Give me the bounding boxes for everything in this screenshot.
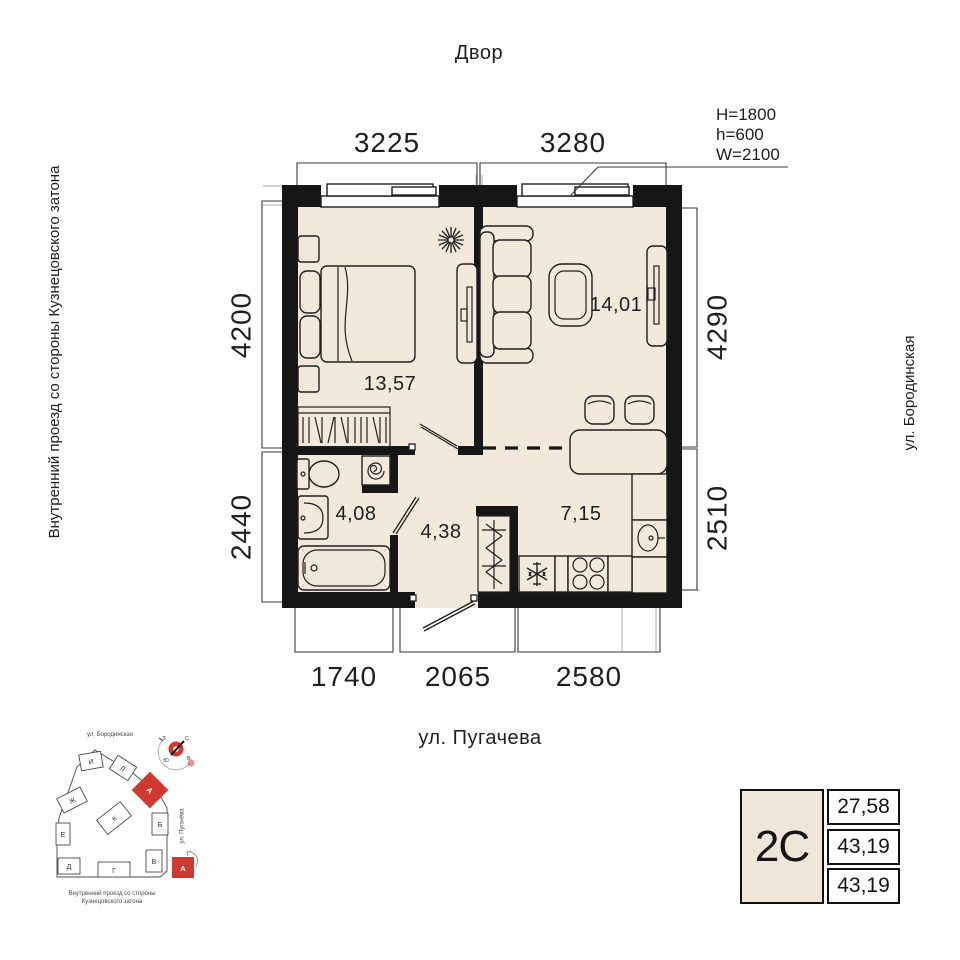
dim-right-2: 2510 xyxy=(701,484,733,552)
svg-text:А: А xyxy=(180,864,186,873)
svg-text:Ж: Ж xyxy=(68,796,78,806)
site-minimap xyxy=(56,732,198,905)
label-street-left: Внутренний проезд со стороны Кузнецовского затона xyxy=(45,165,63,539)
minimap-building-e xyxy=(56,823,70,845)
dining-table xyxy=(570,430,667,474)
legend-area-full: 43,19 xyxy=(827,868,900,904)
coffee-table xyxy=(549,264,592,326)
svg-text:А: А xyxy=(144,785,155,796)
label-yard: Двор xyxy=(454,42,504,64)
minimap-street-right: ул. Пугачёва xyxy=(179,808,186,844)
apartment-type-badge: 2С xyxy=(740,789,824,904)
svg-text:В: В xyxy=(151,859,157,866)
svg-text:Г: Г xyxy=(112,868,116,875)
label-street-right: ул. Бородинская xyxy=(900,335,918,451)
dim-left-2: 2440 xyxy=(225,493,257,561)
tv-unit-living xyxy=(647,246,667,346)
svg-text:Б: Б xyxy=(157,822,163,829)
compass-s: Ю xyxy=(163,758,169,764)
window-bedroom xyxy=(321,184,439,207)
dim-left-1: 4200 xyxy=(225,291,257,359)
area-hall: 4,38 xyxy=(420,521,462,543)
dim-bottom-1: 1740 xyxy=(310,661,378,692)
compass-e: В xyxy=(187,756,191,762)
window-living xyxy=(517,184,633,207)
minimap-road-1: Внутренний проезд со стороны xyxy=(68,891,156,897)
washing-machine xyxy=(362,456,390,485)
minimap-building-v xyxy=(146,850,162,872)
area-living: 14,01 xyxy=(589,294,643,316)
svg-text:Л: Л xyxy=(118,765,127,774)
compass-n: С xyxy=(185,736,189,742)
area-kitchen: 7,15 xyxy=(560,503,602,525)
spec-h2: h=600 xyxy=(716,125,764,144)
toilet xyxy=(297,459,339,489)
dim-right-1: 4290 xyxy=(701,293,733,361)
svg-text:И: И xyxy=(88,758,95,767)
bathtub xyxy=(298,546,390,590)
tv-unit-bedroom xyxy=(457,264,477,363)
legend-area-living: 27,58 xyxy=(827,789,900,825)
dim-top-2: 3280 xyxy=(539,127,607,158)
apartment-legend xyxy=(740,789,900,904)
dim-bottom-2: 2065 xyxy=(424,661,492,692)
label-street-bottom: ул. Пугачева xyxy=(418,727,542,749)
minimap-building-g xyxy=(98,862,130,877)
compass-w: З xyxy=(162,736,166,742)
minimap-building-d xyxy=(58,858,80,874)
svg-text:К: К xyxy=(111,815,119,824)
minimap-building-i xyxy=(79,751,103,771)
area-bedroom: 13,57 xyxy=(363,373,417,395)
legend-area-total: 43,19 xyxy=(827,829,900,865)
minimap-street-top: ул. Бородинская xyxy=(86,732,134,738)
dim-bottom-3: 2580 xyxy=(555,661,623,692)
svg-text:Е: Е xyxy=(60,832,66,839)
compass-icon xyxy=(158,736,194,770)
sofa xyxy=(480,226,533,363)
dim-top-1: 3225 xyxy=(353,127,421,158)
area-bath: 4,08 xyxy=(335,503,377,525)
spec-h: H=1800 xyxy=(716,105,777,124)
bathroom-sink xyxy=(298,496,328,539)
minimap-road-2: Кузнецовского затона xyxy=(81,899,143,905)
svg-text:Д: Д xyxy=(66,864,72,871)
minimap-building-b xyxy=(152,813,168,835)
minimap-current-building-marker xyxy=(172,851,198,878)
spec-w: W=2100 xyxy=(716,145,780,164)
